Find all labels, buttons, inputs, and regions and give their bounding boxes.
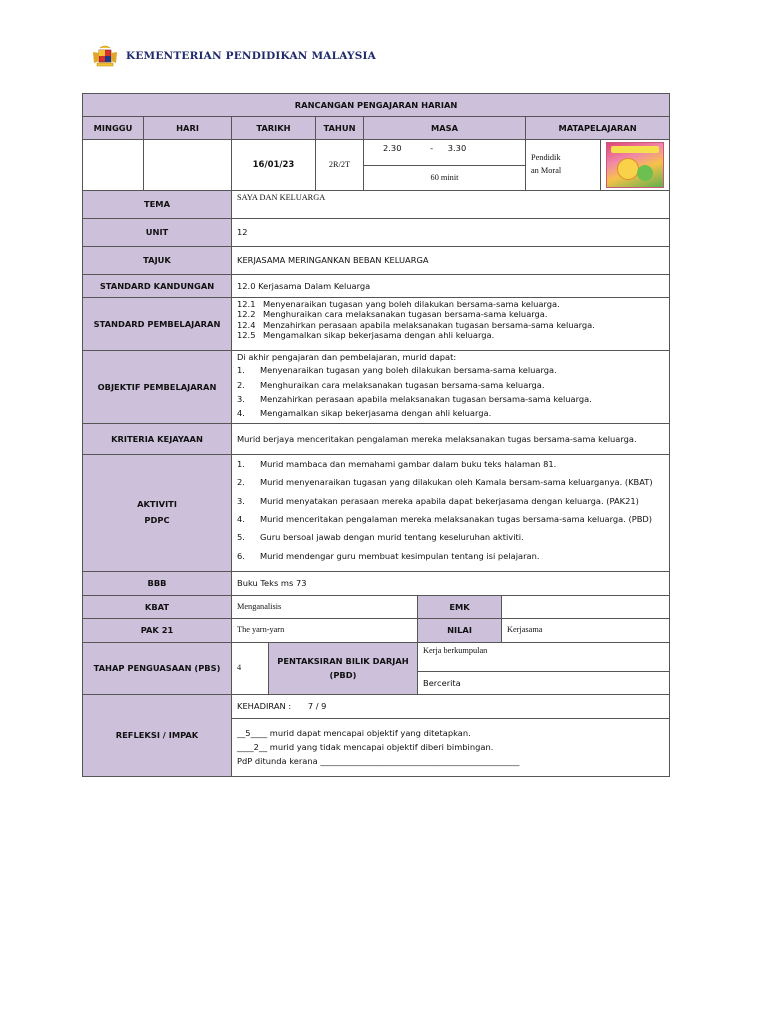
pbd-value-1: Kerja berkumpulan [418,642,670,671]
ministry-header [90,44,376,68]
obj-label: OBJEKTIF PEMBELAJARAN [83,351,232,424]
unit-label: UNIT [83,219,232,247]
aktiviti-item: 1. Murid mambaca dan memahami gambar dalam buku teks halaman 81. [237,458,557,469]
masa-time [364,140,526,166]
sp-item: 12.5 Mengamalkan sikap bekerjasama dengan ahli keluarga. [237,330,495,341]
pak21-value: The yarn-yarn [232,618,418,642]
bbb-value: Buku Teks ms 73 [232,571,670,595]
sk-value: 12.0 Kerjasama Dalam Keluarga [232,275,670,298]
malaysia-crest-icon [90,44,120,68]
refleksi-line-2: ____2__ murid yang tidak mencapai objektif diberi bimbingan. [237,742,494,753]
plan-title: RANCANGAN PENGAJARAN HARIAN [83,94,670,117]
minggu-header: MINGGU [83,117,144,140]
aktiviti-label-2: PDPC [144,514,170,525]
tajuk-label: TAJUK [83,247,232,275]
aktiviti-label [83,454,232,571]
tp-value: 4 [232,642,269,694]
sp-cell [232,298,670,351]
tema-label: TEMA [83,191,232,219]
aktiviti-item: 4. Murid menceritakan pengalaman mereka melaksanakan tugas bersama-sama keluarga. (PBD) [237,513,653,524]
lesson-plan-table [82,93,670,777]
matapelajaran-header: MATAPELAJARAN [526,117,670,140]
subject-line-2: an Moral [531,166,562,175]
obj-cell [232,351,670,424]
nilai-value: Kerjasama [502,618,670,642]
textbook-cover-cell [601,140,670,191]
sp-label: STANDARD PEMBELAJARAN [83,298,232,351]
emk-value [502,595,670,618]
subject-line-1: Pendidik [531,153,561,163]
tarikh-value: 16/01/23 [232,140,316,191]
aktiviti-cell [232,454,670,571]
pak21-label: PAK 21 [83,618,232,642]
kehadiran-label: KEHADIRAN : [237,701,292,712]
masa-start: 2.30 [383,143,402,153]
subject-cell [526,140,601,191]
unit-value: 12 [232,219,670,247]
tarikh-header: TARIKH [232,117,316,140]
kehadiran-cell [232,694,670,718]
kk-value: Murid berjaya menceritakan pengalaman mereka melaksanakan tugas bersama-sama keluarga. [232,423,670,454]
masa-header: MASA [364,117,526,140]
masa-duration: 60 minit [364,166,526,191]
aktiviti-item: 2. Murid menyenaraikan tugasan yang dilakukan oleh Kamala bersam-sama keluarganya. (KBAT) [237,477,653,488]
sp-item: 12.4 Menzahirkan perasaan apabila melaksanakan tugasan bersama-sama keluarga. [237,319,595,330]
ministry-name: KEMENTERIAN PENDIDIKAN MALAYSIA [126,50,376,62]
minggu-value [83,140,144,191]
tajuk-value: KERJASAMA MERINGANKAN BEBAN KELUARGA [232,247,670,275]
textbook-cover-image [606,142,664,188]
obj-list [237,365,664,418]
aktiviti-item: 5. Guru bersoal jawab dengan murid tentang keseluruhan aktiviti. [237,532,524,543]
kbat-label: KBAT [83,595,232,618]
kk-label: KRITERIA KEJAYAAN [83,423,232,454]
kbat-value: Menganalisis [232,595,418,618]
pbd-label: PENTAKSIRAN BILIK DARJAH (PBD) [269,642,418,694]
nilai-label: NILAI [418,618,502,642]
obj-item: 4. Mengamalkan sikap bekerjasama dengan ahli keluarga. [237,408,492,419]
obj-intro: Di akhir pengajaran dan pembelajaran, murid dapat: [237,352,457,362]
refleksi-label: REFLEKSI / IMPAK [83,694,232,776]
bbb-label: BBB [83,571,232,595]
refleksi-line-1: __5____ murid dapat mencapai objektif yang ditetapkan. [237,728,471,739]
pbd-value-2: Bercerita [418,671,670,694]
aktiviti-label-1: AKTIVITI [137,499,177,510]
emk-label: EMK [418,595,502,618]
refleksi-cell [232,718,670,776]
sp-list [237,299,664,340]
obj-item: 1. Menyenaraikan tugasan yang boleh dilakukan bersama-sama keluarga. [237,365,557,376]
sp-item: 12.2 Menghuraikan cara melaksanakan tugasan bersama-sama keluarga. [237,309,548,320]
hari-value [144,140,232,191]
tahun-value: 2R/2T [316,140,364,191]
kehadiran-value: 7 / 9 [307,701,327,712]
tahun-header: TAHUN [316,117,364,140]
hari-header: HARI [144,117,232,140]
aktiviti-list [237,459,664,561]
obj-item: 3. Menzahirkan perasaan apabila melaksanakan tugasan bersama-sama keluarga. [237,394,592,405]
sk-label: STANDARD KANDUNGAN [83,275,232,298]
tp-label: TAHAP PENGUASAAN (PBS) [83,642,232,694]
aktiviti-item: 3. Murid menyatakan perasaan mereka apabila dapat bekerjasama dengan keluarga. (PAK21) [237,495,639,506]
tema-value: SAYA DAN KELUARGA [232,191,670,219]
masa-end: 3.30 [447,143,467,153]
aktiviti-item: 6. Murid mendengar guru membuat kesimpulan tentang isi pelajaran. [237,550,540,561]
refleksi-line-3: PdP ditunda kerana ________________________________________________ [237,756,520,767]
obj-item: 2. Menghuraikan cara melaksanakan tugasan bersama-sama keluarga. [237,379,545,390]
masa-dash: - [430,143,434,153]
sp-item: 12.1 Menyenaraikan tugasan yang boleh dilakukan bersama-sama keluarga. [237,299,560,309]
